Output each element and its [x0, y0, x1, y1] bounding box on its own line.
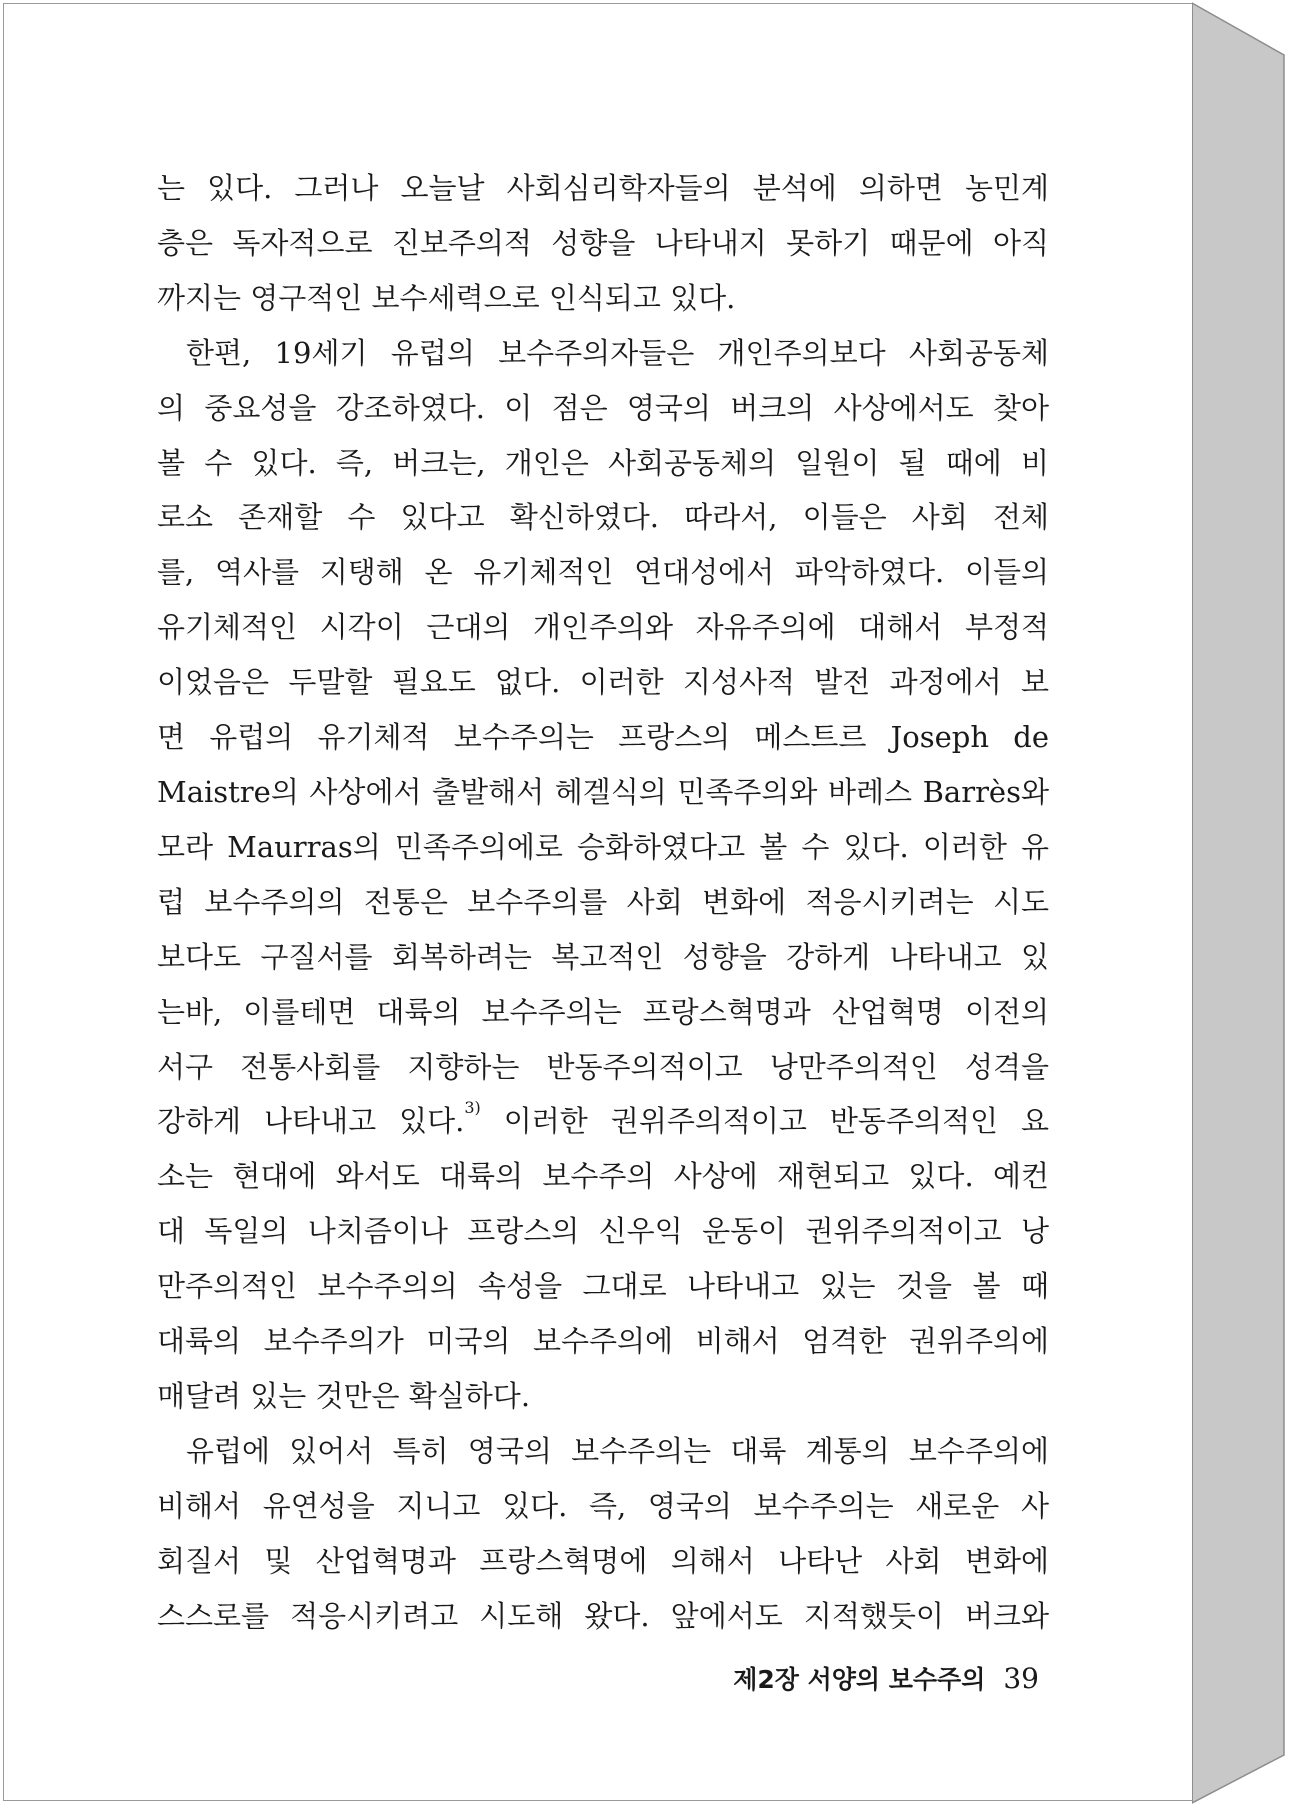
text-segment: 이러한 권위주의적이고 반동주의적인 요	[480, 1104, 1049, 1139]
body-text	[157, 161, 1049, 1643]
text-line: 서구 전통사회를 지향하는 반동주의적이고 낭만주의적인 성격을	[157, 1049, 1049, 1084]
text-line: 면 유럽의 유기체적 보수주의는 프랑스의 메스트르 Joseph de	[157, 720, 1049, 755]
paragraph-2	[157, 326, 1049, 1424]
text-line: 유럽에 있어서 특히 영국의 보수주의는 대륙 계통의 보수주의에	[186, 1433, 1049, 1468]
page-footer	[699, 1660, 1039, 1696]
book-side-face	[1192, 3, 1284, 1803]
text-line: 보다도 구질서를 회복하려는 복고적인 성향을 강하게 나타내고 있	[157, 939, 1049, 974]
text-line: 대 독일의 나치즘이나 프랑스의 신우익 운동이 권위주의적이고 낭	[157, 1214, 1049, 1249]
text-line: 층은 독자적으로 진보주의적 성향을 나타내지 못하기 때문에 아직	[157, 225, 1049, 260]
text-line: 유기체적인 시각이 근대의 개인주의와 자유주의에 대해서 부정적	[157, 610, 1049, 645]
text-line: 럽 보수주의의 전통은 보수주의를 사회 변화에 적응시키려는 시도	[157, 884, 1049, 919]
text-segment: 강하게 나타내고 있다.	[157, 1104, 465, 1139]
text-line: 이었음은 두말할 필요도 없다. 이러한 지성사적 발전 과정에서 보	[157, 665, 1049, 700]
text-line: 는 있다. 그러나 오늘날 사회심리학자들의 분석에 의하면 농민계	[157, 171, 1049, 205]
paragraph-3	[157, 1424, 1049, 1644]
page-number: 39	[1003, 1662, 1039, 1695]
text-line: 한편, 19세기 유럽의 보수주의자들은 개인주의보다 사회공동체	[186, 335, 1049, 370]
text-line: 소는 현대에 와서도 대륙의 보수주의 사상에 재현되고 있다. 예컨	[157, 1159, 1049, 1194]
text-line: 대륙의 보수주의가 미국의 보수주의에 비해서 엄격한 권위주의에	[157, 1324, 1049, 1359]
text-line: 만주의적인 보수주의의 속성을 그대로 나타내고 있는 것을 볼 때	[157, 1269, 1049, 1304]
text-line: 비해서 유연성을 지니고 있다. 즉, 영국의 보수주의는 새로운 사	[157, 1488, 1049, 1523]
text-line: 의 중요성을 강조하였다. 이 점은 영국의 버크의 사상에서도 찾아	[157, 390, 1049, 425]
footnote-marker[interactable]: 3)	[464, 1097, 481, 1117]
text-line: 까지는 영구적인 보수세력으로 인식되고 있다.	[157, 280, 736, 315]
text-line-with-footnote	[157, 1094, 1049, 1149]
text-line: 볼 수 있다. 즉, 버크는, 개인은 사회공동체의 일원이 될 때에 비	[157, 445, 1049, 480]
text-line: 모라 Maurras의 민족주의에로 승화하였다고 볼 수 있다. 이러한 유	[157, 829, 1049, 864]
text-line: 로소 존재할 수 있다고 확신하였다. 따라서, 이들은 사회 전체	[157, 500, 1049, 535]
book-page	[3, 3, 1193, 1801]
paragraph-1	[157, 161, 1049, 326]
running-head-chapter: 제2장 서양의 보수주의	[733, 1665, 986, 1694]
text-line: 는바, 이를테면 대륙의 보수주의는 프랑스혁명과 산업혁명 이전의	[157, 994, 1049, 1029]
text-line: 회질서 및 산업혁명과 프랑스혁명에 의해서 나타난 사회 변화에	[157, 1543, 1049, 1578]
text-line: Maistre의 사상에서 출발해서 헤겔식의 민족주의와 바레스 Barrès와	[157, 774, 1049, 809]
book-thickness-edge	[1192, 0, 1296, 1806]
text-line: 매달려 있는 것만은 확실하다.	[157, 1378, 531, 1413]
text-line: 스스로를 적응시키려고 시도해 왔다. 앞에서도 지적했듯이 버크와	[157, 1598, 1049, 1633]
text-line: 를, 역사를 지탱해 온 유기체적인 연대성에서 파악하였다. 이들의	[157, 555, 1049, 590]
